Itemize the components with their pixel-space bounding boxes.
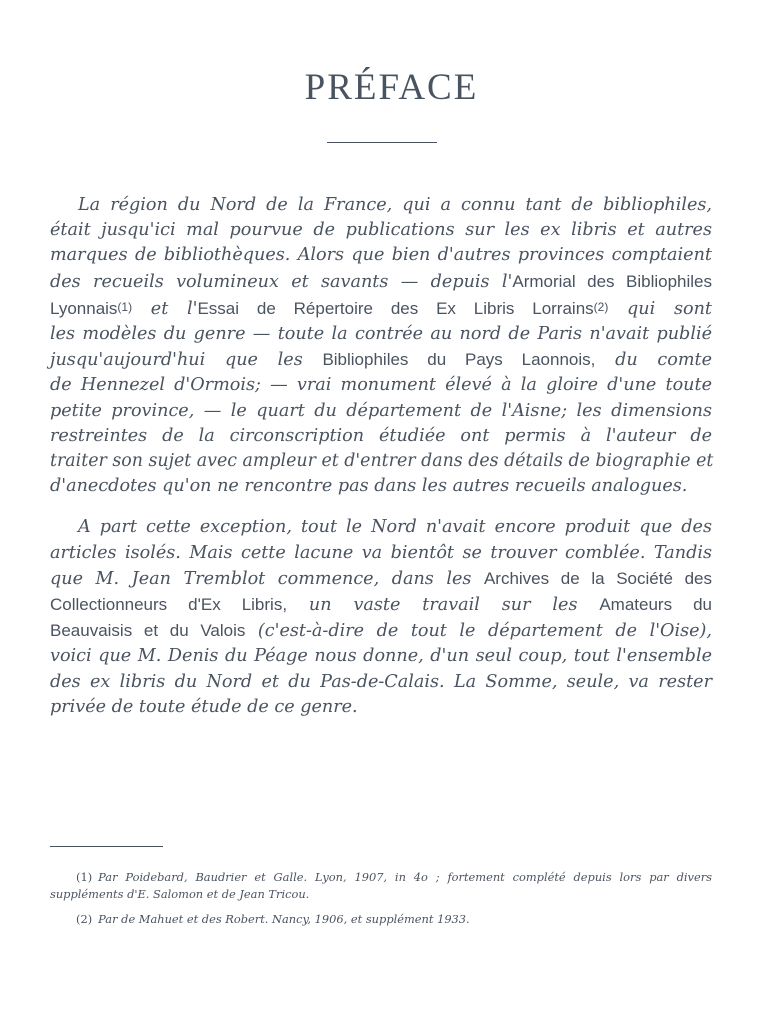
book-title-armorial-cont: Lyonnais bbox=[50, 298, 118, 318]
text-line: d'anecdotes qu'on ne rencontre pas dans les autres recueils analogues. bbox=[50, 476, 688, 497]
work-title-amateurs-cont: Beauvaisis et du Valois bbox=[50, 621, 246, 641]
footnote-text: Par Poidebard, Baudrier et Galle. Lyon, 1907, in 4o ; fortement complété depuis lors par divers suppléments d'E. Salomon et de Jean Tricou. bbox=[50, 870, 712, 901]
text-line: petite province, — le quart du département de l'Aisne; les dimensions bbox=[50, 400, 712, 421]
footnote-text: Par de Mahuet et des Robert. Nancy, 1906, et supplément 1933. bbox=[98, 912, 470, 926]
text-line bbox=[50, 592, 712, 618]
text-segment: et l' bbox=[132, 298, 198, 319]
work-title-amateurs: Amateurs du bbox=[599, 595, 712, 615]
paragraph-1 bbox=[50, 193, 712, 499]
footnote-2 bbox=[50, 911, 712, 928]
footnote-ref-1: (1) bbox=[117, 299, 133, 314]
text-line bbox=[50, 566, 712, 592]
text-segment: que M. Jean Tremblot commence, dans les bbox=[50, 568, 484, 589]
text-segment: jusqu'aujourd'hui que les bbox=[50, 350, 323, 371]
footnote-1 bbox=[50, 869, 712, 903]
text-line: privée de toute étude de ce genre. bbox=[50, 696, 358, 717]
text-segment: qui sont bbox=[608, 298, 712, 319]
text-line: articles isolés. Mais cette lacune va bientôt se trouver comblée. Tandis bbox=[50, 542, 712, 563]
title-divider bbox=[327, 142, 437, 143]
journal-title-archives: Archives de la Société des bbox=[483, 568, 712, 588]
footnote-number: (2) bbox=[76, 912, 93, 926]
text-segment: du comte bbox=[595, 350, 712, 371]
text-line: A part cette exception, tout le Nord n'avait encore produit que des bbox=[78, 517, 712, 538]
journal-title-archives-cont: Collectionneurs d'Ex Libris, bbox=[50, 595, 288, 615]
book-title-armorial: Armorial des Bibliophiles bbox=[512, 271, 712, 291]
text-segment: des recueils volumineux et savants — depuis l' bbox=[50, 271, 513, 292]
text-line: La région du Nord de la France, qui a connu tant de bibliophiles, bbox=[78, 195, 712, 215]
text-segment: (c'est-à-dire de tout le département de l'Oise), bbox=[245, 621, 712, 642]
text-line: voici que M. Denis du Péage nous donne, d'un seul coup, tout l'ensemble bbox=[50, 646, 712, 667]
footnote-number: (1) bbox=[76, 870, 93, 884]
text-line: marques de bibliothèques. Alors que bien d'autres provinces comptaient bbox=[50, 245, 712, 266]
text-line bbox=[50, 269, 712, 295]
text-line: était jusqu'ici mal pourvue de publications sur les ex libris et autres bbox=[50, 220, 712, 241]
text-line: des ex libris du Nord et du Pas-de-Calais. La Somme, seule, va rester bbox=[50, 671, 712, 692]
preface-body bbox=[50, 193, 712, 720]
text-line: les modèles du genre — toute la contrée au nord de Paris n'avait publié bbox=[50, 324, 712, 345]
paragraph-2 bbox=[50, 515, 712, 720]
text-line bbox=[50, 618, 712, 644]
book-title-essai: Essai de Répertoire des Ex Libris Lorrains bbox=[197, 298, 594, 318]
text-line: de Hennezel d'Ormois; — vrai monument élevé à la gloire d'une toute bbox=[50, 375, 712, 396]
text-line bbox=[50, 295, 712, 322]
footnote-ref-2: (2) bbox=[593, 299, 609, 314]
footnote-divider bbox=[50, 846, 163, 847]
text-line: restreintes de la circonscription étudiée ont permis à l'auteur de bbox=[50, 425, 712, 446]
footnotes bbox=[50, 869, 712, 936]
text-line bbox=[50, 347, 712, 373]
text-segment: un vaste travail sur les bbox=[287, 595, 600, 616]
page-title: PRÉFACE bbox=[304, 67, 479, 108]
book-title-laonnois: Bibliophiles du Pays Laonnois, bbox=[322, 350, 596, 370]
text-line: traiter son sujet avec ampleur et d'entrer dans des détails de biographie et bbox=[50, 451, 714, 472]
